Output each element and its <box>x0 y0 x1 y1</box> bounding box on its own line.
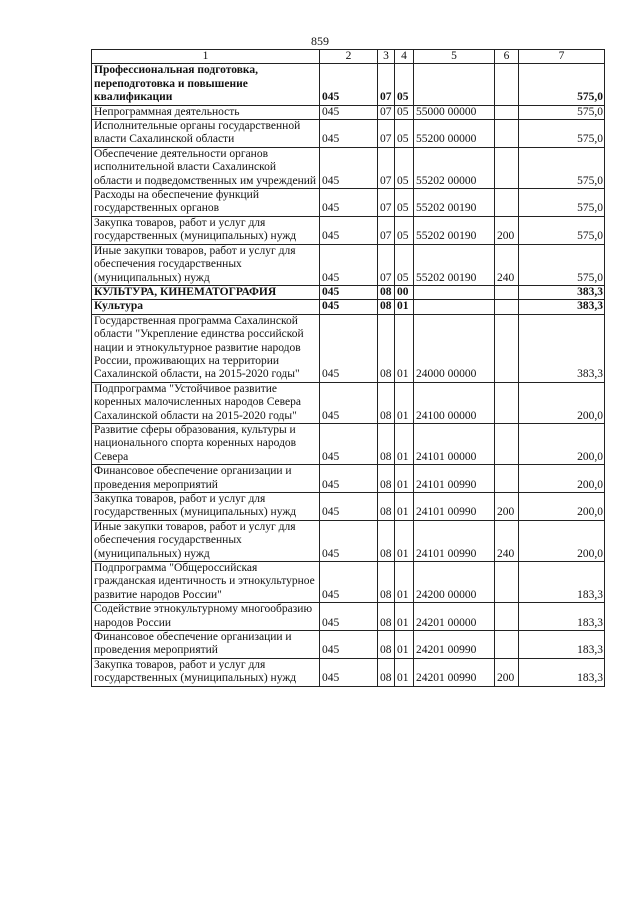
row-target-article: 24000 00000 <box>414 314 495 382</box>
row-name: Расходы на обеспечение функций государственных органов <box>92 189 320 217</box>
row-subsection: 01 <box>395 631 414 659</box>
column-header: 1 <box>92 50 320 64</box>
row-target-article: 55202 00190 <box>414 216 495 244</box>
row-amount: 575,0 <box>519 105 605 119</box>
row-expense-type <box>495 562 519 603</box>
row-expense-type <box>495 382 519 423</box>
row-target-article: 24101 00990 <box>414 493 495 521</box>
row-name: Подпрограмма "Устойчивое развитие коренных малочисленных народов Севера Сахалинской области на 2015-2020 годы" <box>92 382 320 423</box>
row-section: 08 <box>378 520 395 561</box>
row-admin-code: 045 <box>320 382 378 423</box>
row-subsection: 05 <box>395 189 414 217</box>
row-subsection: 01 <box>395 382 414 423</box>
row-amount: 200,0 <box>519 520 605 561</box>
row-name: Развитие сферы образования, культуры и национального спорта коренных народов Севера <box>92 423 320 464</box>
row-subsection: 05 <box>395 64 414 105</box>
page-number: 859 <box>311 34 329 48</box>
row-amount: 200,0 <box>519 493 605 521</box>
row-amount: 575,0 <box>519 147 605 188</box>
table-row <box>92 64 605 105</box>
row-target-article: 55202 00190 <box>414 244 495 285</box>
row-target-article: 55000 00000 <box>414 105 495 119</box>
column-header: 7 <box>519 50 605 64</box>
row-subsection: 01 <box>395 658 414 686</box>
row-name: Иные закупки товаров, работ и услуг для обеспечения государственных (муниципальных) нужд <box>92 244 320 285</box>
row-admin-code: 045 <box>320 314 378 382</box>
row-section: 07 <box>378 147 395 188</box>
row-name: Государственная программа Сахалинской области "Укрепление единства российской нации и этнокультурное развитие народов России, проживающих на территории Сахалинской области, на 2015-2020 годы" <box>92 314 320 382</box>
row-admin-code: 045 <box>320 147 378 188</box>
row-admin-code: 045 <box>320 465 378 493</box>
row-amount: 575,0 <box>519 244 605 285</box>
row-expense-type <box>495 105 519 119</box>
column-header: 2 <box>320 50 378 64</box>
table-row <box>92 465 605 493</box>
row-amount: 575,0 <box>519 189 605 217</box>
row-expense-type <box>495 631 519 659</box>
row-name: Непрограммная деятельность <box>92 105 320 119</box>
row-subsection: 05 <box>395 105 414 119</box>
row-subsection: 05 <box>395 244 414 285</box>
row-expense-type <box>495 147 519 188</box>
row-section: 08 <box>378 300 395 314</box>
row-admin-code: 045 <box>320 120 378 148</box>
row-subsection: 05 <box>395 147 414 188</box>
row-admin-code: 045 <box>320 658 378 686</box>
row-subsection: 01 <box>395 603 414 631</box>
row-name: Финансовое обеспечение организации и проведения мероприятий <box>92 631 320 659</box>
table-row <box>92 105 605 119</box>
row-section: 08 <box>378 465 395 493</box>
row-section: 08 <box>378 631 395 659</box>
row-admin-code: 045 <box>320 520 378 561</box>
table-row <box>92 216 605 244</box>
row-expense-type: 240 <box>495 244 519 285</box>
row-amount: 183,3 <box>519 658 605 686</box>
row-subsection: 01 <box>395 493 414 521</box>
row-target-article: 24201 00000 <box>414 603 495 631</box>
row-target-article <box>414 64 495 105</box>
row-subsection: 01 <box>395 465 414 493</box>
row-section: 08 <box>378 493 395 521</box>
row-target-article: 24101 00000 <box>414 423 495 464</box>
row-name: Финансовое обеспечение организации и проведения мероприятий <box>92 465 320 493</box>
row-expense-type <box>495 314 519 382</box>
table-row <box>92 189 605 217</box>
column-header: 5 <box>414 50 495 64</box>
row-section: 08 <box>378 382 395 423</box>
row-subsection: 05 <box>395 216 414 244</box>
row-admin-code: 045 <box>320 285 378 299</box>
row-name: Исполнительные органы государственной власти Сахалинской области <box>92 120 320 148</box>
table-row <box>92 285 605 299</box>
row-expense-type: 200 <box>495 216 519 244</box>
row-amount: 383,3 <box>519 300 605 314</box>
row-subsection: 01 <box>395 314 414 382</box>
row-name: Подпрограмма "Общероссийская гражданская идентичность и этнокультурное развитие народов России" <box>92 562 320 603</box>
row-target-article: 55202 00000 <box>414 147 495 188</box>
budget-table <box>91 49 605 687</box>
table-row <box>92 244 605 285</box>
table-row <box>92 520 605 561</box>
row-admin-code: 045 <box>320 216 378 244</box>
row-expense-type: 200 <box>495 493 519 521</box>
table-row <box>92 120 605 148</box>
row-name: Закупка товаров, работ и услуг для государственных (муниципальных) нужд <box>92 493 320 521</box>
row-expense-type <box>495 603 519 631</box>
row-amount: 200,0 <box>519 423 605 464</box>
row-admin-code: 045 <box>320 493 378 521</box>
row-section: 07 <box>378 189 395 217</box>
row-subsection: 05 <box>395 120 414 148</box>
row-section: 08 <box>378 314 395 382</box>
header-row <box>92 50 605 64</box>
row-name: Обеспечение деятельности органов исполнительной власти Сахалинской области и подведомственных им учреждений <box>92 147 320 188</box>
row-admin-code: 045 <box>320 631 378 659</box>
row-name: Иные закупки товаров, работ и услуг для обеспечения государственных (муниципальных) нужд <box>92 520 320 561</box>
row-amount: 200,0 <box>519 465 605 493</box>
row-admin-code: 045 <box>320 189 378 217</box>
table-body <box>92 64 605 686</box>
row-expense-type <box>495 300 519 314</box>
row-section: 08 <box>378 562 395 603</box>
row-subsection: 00 <box>395 285 414 299</box>
row-subsection: 01 <box>395 300 414 314</box>
row-amount: 575,0 <box>519 120 605 148</box>
row-section: 08 <box>378 603 395 631</box>
row-name: Профессиональная подготовка, переподготовка и повышение квалификации <box>92 64 320 105</box>
row-target-article: 55202 00190 <box>414 189 495 217</box>
row-target-article: 24101 00990 <box>414 520 495 561</box>
row-expense-type <box>495 423 519 464</box>
row-admin-code: 045 <box>320 423 378 464</box>
row-admin-code: 045 <box>320 300 378 314</box>
row-target-article: 24200 00000 <box>414 562 495 603</box>
row-name: КУЛЬТУРА, КИНЕМАТОГРАФИЯ <box>92 285 320 299</box>
row-target-article: 24100 00000 <box>414 382 495 423</box>
row-target-article: 55200 00000 <box>414 120 495 148</box>
row-amount: 200,0 <box>519 382 605 423</box>
table-row <box>92 562 605 603</box>
row-amount: 183,3 <box>519 603 605 631</box>
row-target-article <box>414 300 495 314</box>
row-admin-code: 045 <box>320 64 378 105</box>
table-row <box>92 300 605 314</box>
column-header: 6 <box>495 50 519 64</box>
column-header: 3 <box>378 50 395 64</box>
row-section: 07 <box>378 120 395 148</box>
row-target-article: 24201 00990 <box>414 631 495 659</box>
table-row <box>92 603 605 631</box>
row-section: 08 <box>378 285 395 299</box>
row-expense-type: 240 <box>495 520 519 561</box>
row-expense-type: 200 <box>495 658 519 686</box>
table-row <box>92 658 605 686</box>
row-expense-type <box>495 64 519 105</box>
table-row <box>92 382 605 423</box>
row-section: 07 <box>378 105 395 119</box>
row-admin-code: 045 <box>320 603 378 631</box>
row-subsection: 01 <box>395 562 414 603</box>
row-target-article: 24201 00990 <box>414 658 495 686</box>
row-target-article: 24101 00990 <box>414 465 495 493</box>
row-subsection: 01 <box>395 423 414 464</box>
row-section: 07 <box>378 216 395 244</box>
row-expense-type <box>495 120 519 148</box>
row-amount: 575,0 <box>519 216 605 244</box>
table-row <box>92 423 605 464</box>
column-header: 4 <box>395 50 414 64</box>
row-amount: 383,3 <box>519 314 605 382</box>
row-expense-type <box>495 465 519 493</box>
row-expense-type <box>495 285 519 299</box>
row-section: 07 <box>378 64 395 105</box>
table-row <box>92 314 605 382</box>
row-admin-code: 045 <box>320 562 378 603</box>
row-target-article <box>414 285 495 299</box>
row-name: Закупка товаров, работ и услуг для государственных (муниципальных) нужд <box>92 216 320 244</box>
row-admin-code: 045 <box>320 105 378 119</box>
row-expense-type <box>495 189 519 217</box>
row-amount: 383,3 <box>519 285 605 299</box>
row-section: 08 <box>378 658 395 686</box>
table-row <box>92 147 605 188</box>
row-amount: 183,3 <box>519 562 605 603</box>
row-amount: 183,3 <box>519 631 605 659</box>
row-subsection: 01 <box>395 520 414 561</box>
row-name: Содействие этнокультурному многообразию народов России <box>92 603 320 631</box>
row-amount: 575,0 <box>519 64 605 105</box>
row-section: 08 <box>378 423 395 464</box>
table-row <box>92 631 605 659</box>
row-section: 07 <box>378 244 395 285</box>
row-admin-code: 045 <box>320 244 378 285</box>
table-row <box>92 493 605 521</box>
row-name: Закупка товаров, работ и услуг для государственных (муниципальных) нужд <box>92 658 320 686</box>
row-name: Культура <box>92 300 320 314</box>
